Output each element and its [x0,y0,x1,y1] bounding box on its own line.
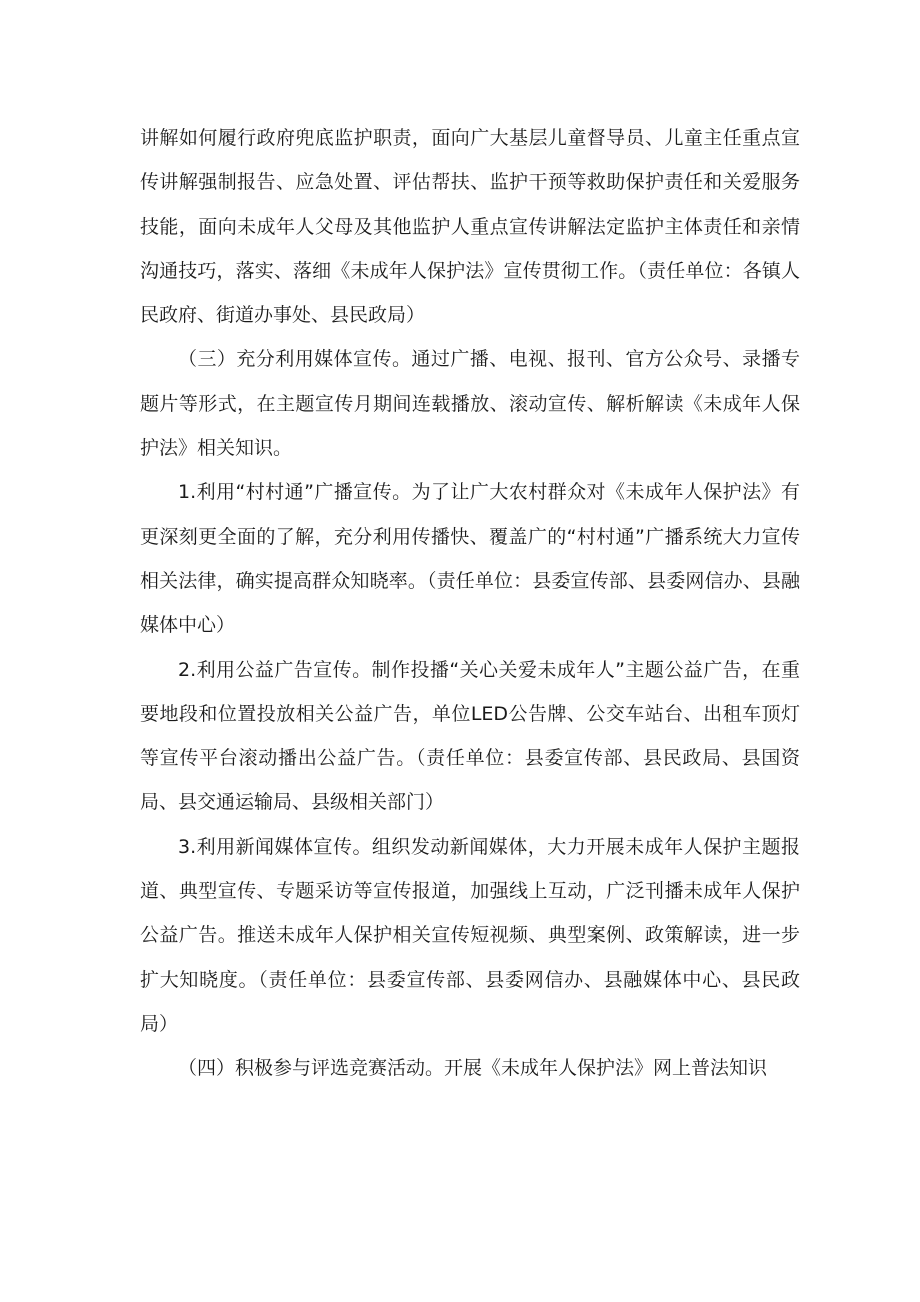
paragraph-item-1: 1.利用“村村通”广播宣传。为了让广大农村群众对《未成年人保护法》有更深刻更全面的了解，充分利用传播快、覆盖广的“村村通”广播系统大力宣传相关法律，确实提高群众知晓率。（责任单位：县委宣传部、县委网信办、县融媒体中心） [140,481,800,637]
paragraph-item-3: 3.利用新闻媒体宣传。组织发动新闻媒体，大力开展未成年人保护主题报道、典型宣传、专题采访等宣传报道，加强线上互动，广泛刊播未成年人保护公益广告。推送未成年人保护相关宣传短视频、典型案例、政策解读，进一步扩大知晓度。（责任单位：县委宣传部、县委网信办、县融媒体中心、县民政局） [140,835,800,1035]
paragraph-continuation: 讲解如何履行政府兜底监护职责，面向广大基层儿童督导员、儿童主任重点宣传讲解强制报告、应急处置、评估帮扶、监护干预等救助保护责任和关爱服务技能，面向未成年人父母及其他监护人重点宣传讲解法定监护主体责任和亲情沟通技巧，落实、落细《未成年人保护法》宣传贯彻工作。（责任单位：各镇人民政府、街道办事处、县民政局） [140,127,800,327]
document-body [140,116,800,1091]
paragraph-item-2: 2.利用公益广告宣传。制作投播“关心关爱未成年人”主题公益广告，在重要地段和位置投放相关公益广告，单位LED公告牌、公交车站台、出租车顶灯等宣传平台滚动播出公益广告。（责任单位：县委宣传部、县民政局、县国资局、县交通运输局、县级相关部门） [140,658,800,814]
paragraph-section-four: （四）积极参与评选竞赛活动。开展《未成年人保护法》网上普法知识 [178,1057,768,1080]
paragraph-section-three: （三）充分利用媒体宣传。通过广播、电视、报刊、官方公众号、录播专题片等形式，在主题宣传月期间连载播放、滚动宣传、解析解读《未成年人保护法》相关知识。 [140,348,800,460]
